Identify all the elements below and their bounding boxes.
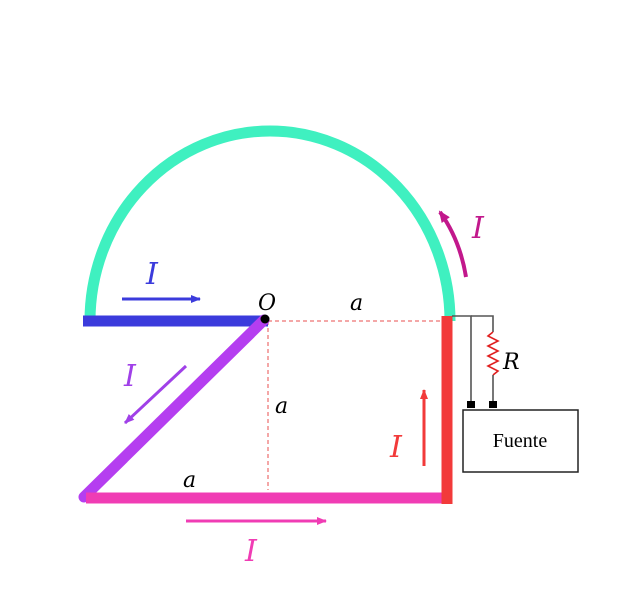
current-label-right: I [390, 430, 402, 465]
resistor-label: R [503, 350, 520, 375]
distance-label-top: a [350, 291, 364, 316]
circuit-wire-left [452, 316, 471, 402]
diagonal-wire-segment [84, 320, 264, 497]
power-source-label: Fuente [492, 430, 548, 452]
circuit-wire-right [471, 316, 493, 332]
terminal-right [489, 401, 497, 408]
current-label-diagonal: I [124, 359, 136, 394]
distance-label-vertical: a [275, 394, 289, 419]
distance-label-bottom: a [183, 468, 197, 493]
terminal-left [467, 401, 475, 408]
current-label-arc: I [472, 211, 484, 246]
resistor-zigzag [488, 332, 498, 375]
current-label-top: I [146, 257, 158, 292]
origin-label: O [258, 291, 277, 316]
current-label-bottom: I [245, 534, 257, 569]
